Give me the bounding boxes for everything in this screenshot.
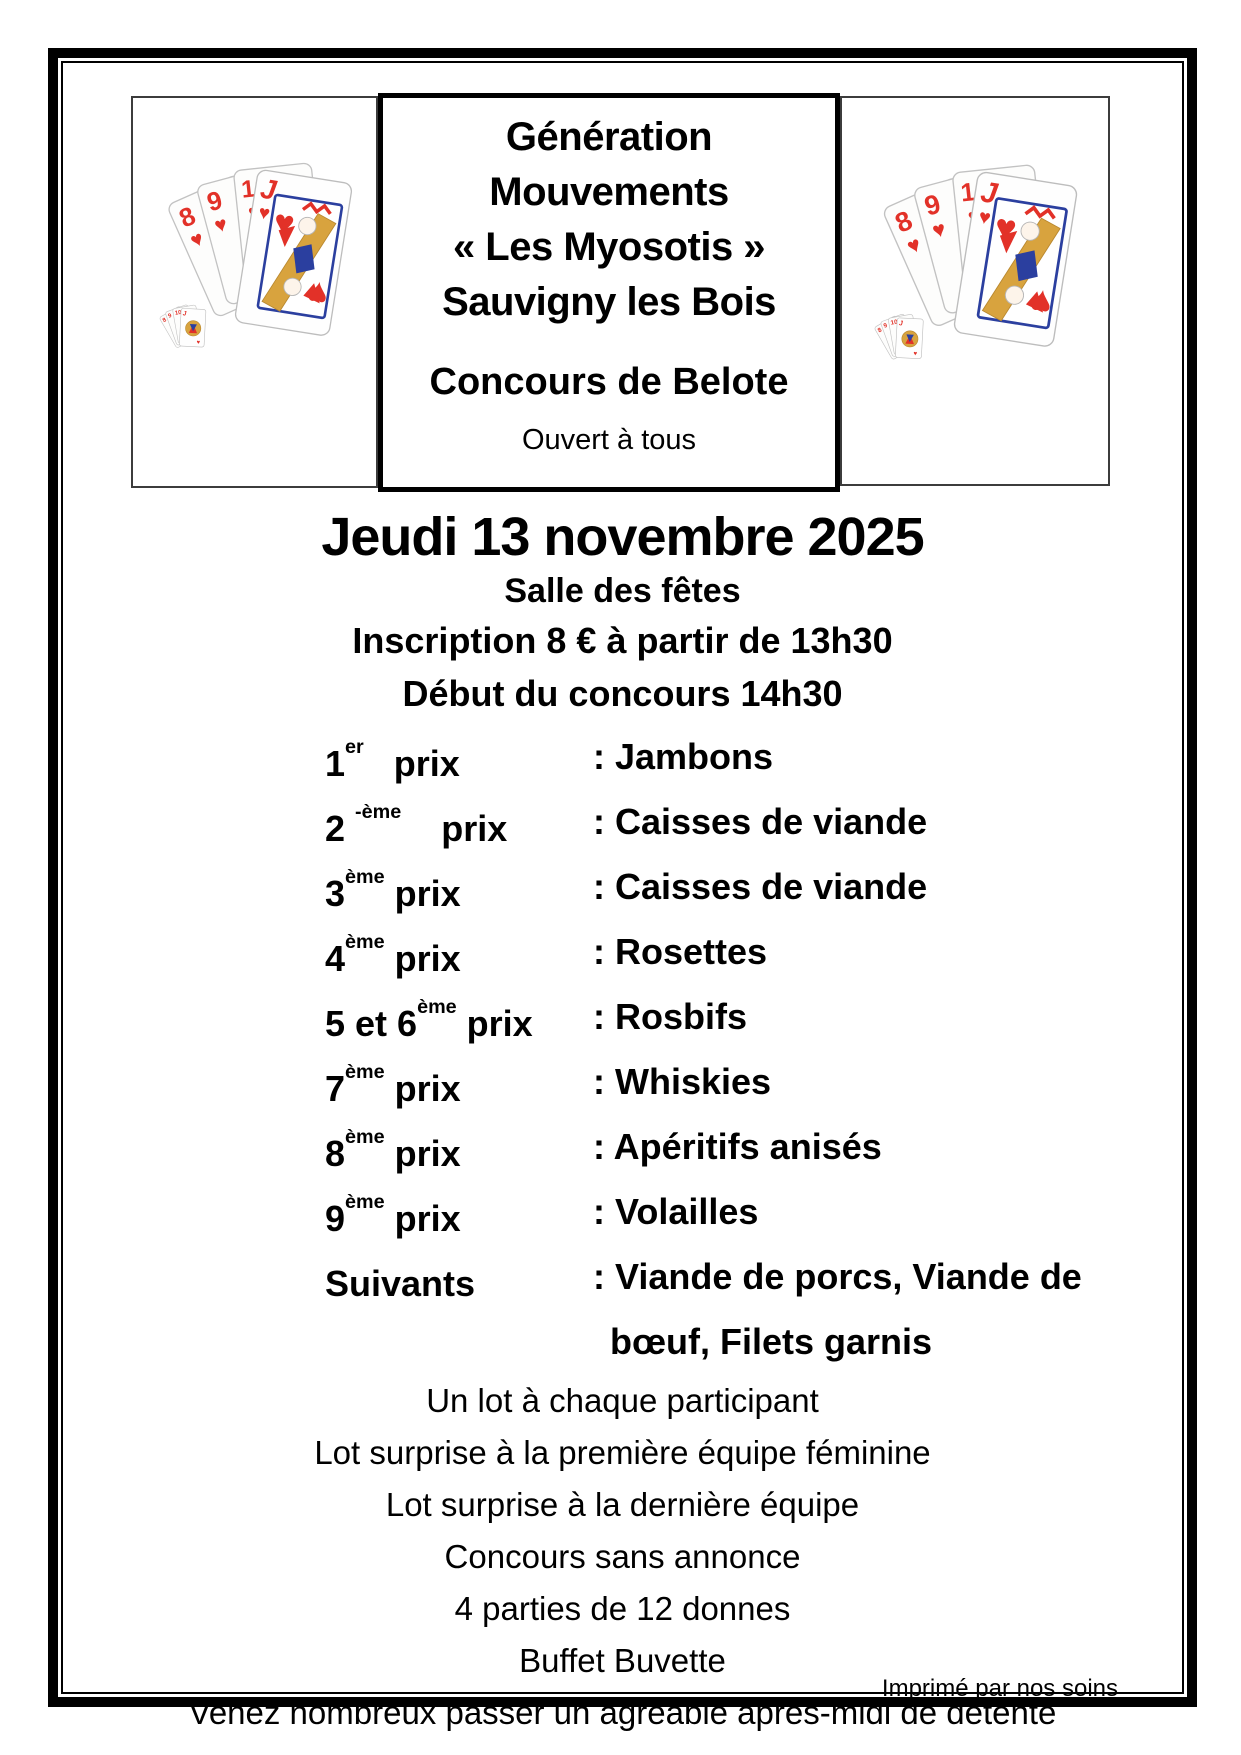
open-note: Ouvert à tous <box>521 424 697 456</box>
note-line: Lot surprise à la première équipe féminine <box>314 1434 931 1471</box>
prize-value: : Caisses de viande <box>593 801 928 842</box>
prize-label: 7ème prix <box>325 1061 461 1109</box>
playing-cards-icon <box>151 122 359 400</box>
org-line-1: Génération <box>505 115 713 159</box>
playing-cards-icon <box>861 122 1089 414</box>
prize-value: : Jambons <box>593 736 774 777</box>
right-cards-box <box>840 96 1110 486</box>
prize-row <box>325 1053 1182 1118</box>
prize-value: bœuf, Filets garnis <box>610 1321 933 1362</box>
prize-value: : Rosettes <box>593 931 768 972</box>
prize-row <box>325 728 1182 793</box>
prize-value: : Volailles <box>593 1191 759 1232</box>
title-box <box>378 93 840 492</box>
note-line: Lot surprise à la dernière équipe <box>385 1486 860 1523</box>
left-cards-box <box>131 96 378 488</box>
prize-row <box>325 923 1182 988</box>
prize-row-continuation <box>325 1313 1182 1371</box>
prize-row <box>325 858 1182 923</box>
prize-label: Suivants <box>325 1263 476 1304</box>
printed-note: Imprimé par nos soins <box>881 1675 1118 1702</box>
prize-label: 3ème prix <box>325 866 461 914</box>
prize-value: : Rosbifs <box>593 996 748 1037</box>
venue-line: Salle des fêtes <box>504 572 741 610</box>
note-line: Buffet Buvette <box>519 1642 726 1679</box>
prize-row <box>325 988 1182 1053</box>
prize-row <box>325 1118 1182 1183</box>
prize-label: 8ème prix <box>325 1126 461 1174</box>
org-line-4: Sauvigny les Bois <box>442 280 776 324</box>
note-line: Un lot à chaque participant <box>426 1382 819 1419</box>
prize-list <box>325 728 1182 1371</box>
org-line-3: « Les Myosotis » <box>452 225 766 269</box>
page-frame <box>48 48 1197 1731</box>
prize-value: : Whiskies <box>593 1061 772 1102</box>
prize-row <box>325 1248 1182 1313</box>
prize-label <box>325 1313 593 1371</box>
prize-value: : Caisses de viande <box>593 866 928 907</box>
date-heading: Jeudi 13 novembre 2025 <box>321 507 924 567</box>
event-title: Concours de Belote <box>429 361 789 403</box>
prize-label: 9ème prix <box>325 1191 461 1239</box>
prize-value: : Viande de porcs, Viande de <box>593 1256 1082 1297</box>
prize-row <box>325 1183 1182 1248</box>
note-line: Concours sans annonce <box>444 1538 801 1575</box>
prize-label: 2 $^{-ème}$ prix <box>325 801 508 849</box>
registration-line: Inscription 8 € à partir de 13h30 <box>352 620 893 661</box>
start-line: Début du concours 14h30 <box>402 673 843 714</box>
org-line-2: Mouvements <box>489 170 729 214</box>
prize-row <box>325 793 1182 858</box>
prize-label: 1er prix <box>325 736 460 784</box>
prize-label: 5 et 6ème prix <box>325 996 533 1044</box>
page-inner-frame <box>61 61 1184 1731</box>
prize-label: 4ème prix <box>325 931 461 979</box>
header-row <box>131 96 1182 492</box>
note-line: 4 parties de 12 donnes <box>454 1590 791 1627</box>
note-line: Venez nombreux passer un agréable après-midi de détente <box>188 1694 1057 1731</box>
prize-value: : Apéritifs anisés <box>593 1126 882 1167</box>
